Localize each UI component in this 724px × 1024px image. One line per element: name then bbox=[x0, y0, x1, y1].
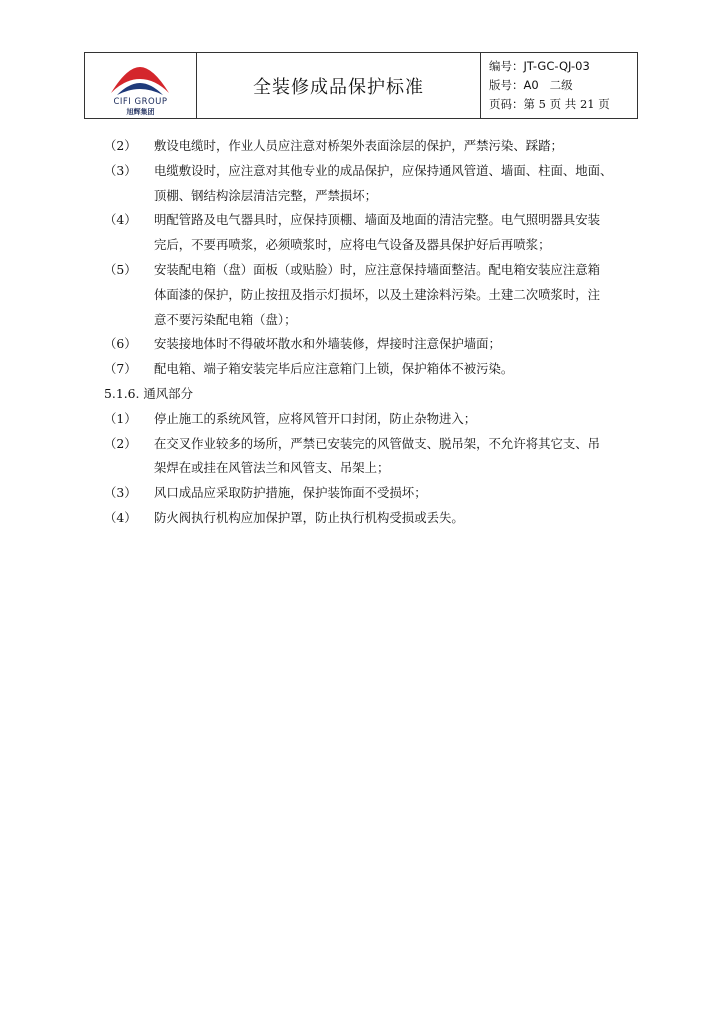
page-end: 页 bbox=[598, 97, 610, 111]
list-item-line bbox=[104, 357, 624, 382]
list-item-line bbox=[104, 208, 624, 233]
item-text: 完后，不要再喷浆，必须喷浆时，应将电气设备及器具保护好后再喷浆； bbox=[154, 237, 551, 253]
item-number: （3） bbox=[104, 485, 137, 501]
item-text: 防火阀执行机构应加保护罩，防止执行机构受损或丢失。 bbox=[154, 509, 464, 525]
list-item-line bbox=[104, 308, 624, 333]
list-item-line bbox=[104, 407, 624, 432]
item-text: 配电箱、端子箱安装完毕后应注意箱门上锁，保护箱体不被污染。 bbox=[154, 361, 514, 377]
item-text: 架焊在或挂在风管法兰和风管支、吊架上； bbox=[154, 460, 390, 476]
item-number bbox=[104, 283, 154, 308]
item-number: （7） bbox=[104, 361, 137, 377]
item-number: （5） bbox=[104, 261, 137, 277]
document-meta bbox=[481, 53, 637, 118]
page-mid: 页 共 bbox=[549, 97, 577, 111]
item-number: （1） bbox=[104, 410, 137, 426]
item-text: 敷设电缆时，作业人员应注意对桥架外表面涂层的保护，严禁污染、踩踏； bbox=[154, 138, 563, 153]
item-number bbox=[104, 308, 154, 333]
section-heading: 5.1.6. 通风部分 bbox=[104, 385, 193, 401]
list-item-line bbox=[104, 481, 624, 506]
item-text: 明配管路及电气器具时，应保持顶棚、墙面及地面的清洁完整。电气照明器具安装 bbox=[154, 212, 601, 228]
item-number: （2） bbox=[104, 435, 137, 451]
list-item-line bbox=[104, 456, 624, 481]
item-text: 安装接地体时不得破坏散水和外墙装修，焊接时注意保护墙面； bbox=[154, 336, 501, 352]
item-text: 停止施工的系统风管，应将风管开口封闭，防止杂物进入； bbox=[154, 410, 477, 426]
list-item-line bbox=[104, 134, 624, 159]
list-item-line bbox=[104, 184, 624, 209]
list-item-line bbox=[104, 159, 624, 184]
item-number: （2） bbox=[104, 138, 137, 153]
electrical-items bbox=[104, 134, 624, 382]
item-text: 电缆敷设时，应注意对其他专业的成品保护，应保持通风管道、墙面、柱面、地面、 bbox=[154, 162, 613, 178]
code-value: JT-GC-QJ-03 bbox=[523, 59, 590, 73]
item-number: （4） bbox=[104, 212, 137, 228]
item-number: （4） bbox=[104, 509, 137, 525]
code-row bbox=[489, 57, 637, 76]
code-label: 编号： bbox=[489, 59, 524, 73]
page-total: 21 bbox=[579, 97, 595, 111]
list-item-line bbox=[104, 432, 624, 457]
list-item-line bbox=[104, 332, 624, 357]
item-number: （3） bbox=[104, 162, 137, 178]
page-label: 页码：第 bbox=[489, 97, 535, 111]
item-text: 安装配电箱（盘）面板（或贴脸）时，应注意保持墙面整洁。配电箱安装应注意箱 bbox=[154, 261, 601, 277]
logo-english: CIFI GROUP bbox=[113, 97, 168, 107]
list-item-line bbox=[104, 506, 624, 531]
item-number bbox=[104, 233, 154, 258]
item-text: 意不要污染配电箱（盘）； bbox=[154, 311, 297, 327]
version-row bbox=[489, 76, 637, 95]
item-number bbox=[104, 456, 154, 481]
page-row bbox=[489, 95, 637, 114]
version-value: A0 二级 bbox=[523, 78, 573, 92]
list-item-line bbox=[104, 258, 624, 283]
document-header bbox=[84, 52, 638, 119]
list-item-line bbox=[104, 283, 624, 308]
page-current: 5 bbox=[538, 97, 546, 111]
item-text: 在交叉作业较多的场所，严禁已安装完的风管做支、脱吊架，不允许将其它支、吊 bbox=[154, 435, 601, 451]
version-label: 版号： bbox=[489, 78, 524, 92]
document-body bbox=[104, 134, 624, 531]
item-text: 风口成品应采取防护措施，保护装饰面不受损坏； bbox=[154, 485, 427, 501]
item-number bbox=[104, 184, 154, 209]
logo-cell bbox=[85, 53, 197, 118]
item-text: 体面漆的保护，防止按扭及指示灯损坏，以及土建涂料污染。土建二次喷浆时，注 bbox=[154, 286, 601, 302]
item-text: 顶棚、钢结构涂层清洁完整，严禁损坏； bbox=[154, 187, 378, 203]
document-title: 全装修成品保护标准 bbox=[197, 53, 481, 118]
list-item-line bbox=[104, 233, 624, 258]
logo-chinese: 旭辉集团 bbox=[126, 108, 155, 116]
item-number: （6） bbox=[104, 336, 137, 352]
ventilation-items bbox=[104, 407, 624, 531]
cifi-logo-icon bbox=[107, 63, 173, 97]
